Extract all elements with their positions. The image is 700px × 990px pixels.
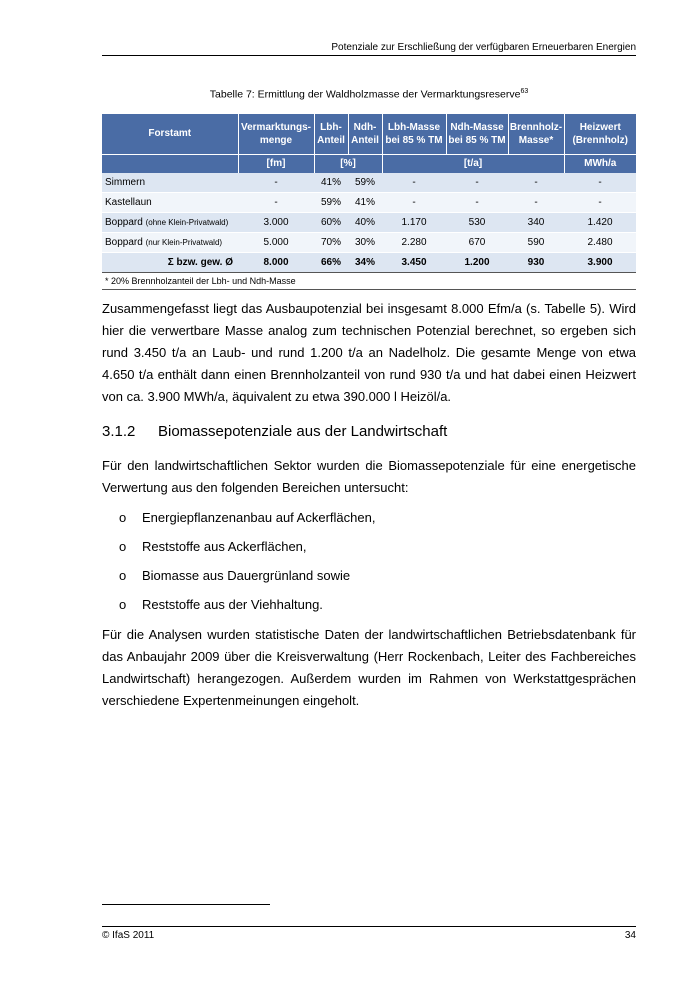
- text-line: rund 3.450 t/a an Laub- und rund 1.200 t/a an Nadelholz. Die gesamte Menge von etwa: [102, 345, 636, 360]
- text-line: Für den landwirtschaftlichen Sektor wurden die Biomassepotenziale für eine energetische: [102, 458, 636, 473]
- text-line: verschiedene Expertenmeinungen eingeholt.: [102, 693, 360, 708]
- cell-brennholz: -: [508, 192, 564, 212]
- cell-lbh-masse: 1.170: [382, 212, 446, 232]
- text-line: von ca. 3.900 MWh/a, äquivalent zu etwa 390.000 l Heizöl/a.: [102, 389, 452, 404]
- cell-menge: 3.000: [238, 212, 314, 232]
- table-row: [102, 192, 636, 212]
- total-ndh-masse: 1.200: [446, 252, 508, 272]
- text-line: hier die verwertbare Masse analog zum technischen Potenzial berechnet, so ergeben sich: [102, 323, 636, 338]
- header-lbh-anteil: Lbh- Anteil: [314, 114, 348, 154]
- row-name: Simmern: [102, 173, 238, 193]
- cell-brennholz: 340: [508, 212, 564, 232]
- bullet-marker: o: [119, 568, 127, 583]
- paragraph-summary: [102, 298, 636, 408]
- list-item: o Reststoffe aus Ackerflächen,: [102, 536, 636, 565]
- footer-copyright: © IfaS 2011: [102, 930, 155, 941]
- total-brennholz: 930: [508, 252, 564, 272]
- text-line: Zusammengefasst liegt das Ausbaupotenzial bei insgesamt 8.000 Efm/a (s. Tabelle 5). Wird: [102, 301, 636, 316]
- text-line: Landwirtschaft) herangezogen. Außerdem wurden im Rahmen von Werkstattgesprächen: [102, 671, 636, 686]
- table-row: [102, 212, 636, 232]
- text-line: das Anbaujahr 2009 über die Kreisverwaltung (Herr Rockenbach, Leiter des Fachbereiches: [102, 649, 636, 664]
- bullet-marker: o: [119, 597, 127, 612]
- paragraph-intro: [102, 455, 636, 499]
- footnote-rule: [102, 904, 270, 905]
- cell-lbh-masse: -: [382, 173, 446, 193]
- text-line: Verwertung aus den folgenden Bereichen untersucht:: [102, 480, 409, 495]
- paragraph-analysis: [102, 624, 636, 712]
- cell-menge: 5.000: [238, 232, 314, 252]
- table-footnote: * 20% Brennholzanteil der Lbh- und Ndh-Masse: [102, 272, 636, 289]
- total-lbh: 66%: [314, 252, 348, 272]
- bullet-marker: o: [119, 539, 127, 554]
- page-number: 34: [624, 930, 636, 941]
- text-line: 4.650 t/a enthält dann einen Brennholzanteil von rund 930 t/a und hat dabei einen Heizwert: [102, 367, 636, 382]
- cell-brennholz: 590: [508, 232, 564, 252]
- header-ndh-anteil: Ndh- Anteil: [348, 114, 382, 154]
- list-item: o Biomasse aus Dauergrünland sowie: [102, 565, 636, 594]
- header-brennholz: Brennholz- Masse*: [508, 114, 564, 154]
- cell-lbh-masse: 2.280: [382, 232, 446, 252]
- waldholz-table: [102, 114, 636, 290]
- caption-footnote-ref: 63: [520, 88, 529, 95]
- unit-masse: [t/a]: [382, 154, 564, 173]
- total-ndh: 34%: [348, 252, 382, 272]
- total-label: Σ bzw. gew. Ø: [102, 252, 238, 272]
- header-rule: [102, 55, 636, 56]
- header-heizwert: Heizwert (Brennholz): [564, 114, 636, 154]
- header-lbh-masse: Lbh-Masse bei 85 % TM: [382, 114, 446, 154]
- running-header: Potenziale zur Erschließung der verfügbaren Erneuerbaren Energien: [331, 42, 636, 53]
- bullet-marker: o: [119, 510, 127, 525]
- total-row: [102, 252, 636, 272]
- section-heading: [102, 423, 447, 440]
- header-forstamt: Forstamt: [102, 114, 238, 154]
- cell-lbh: 70%: [314, 232, 348, 252]
- cell-ndh-masse: 530: [446, 212, 508, 232]
- cell-lbh: 41%: [314, 173, 348, 193]
- text-line: Für die Analysen wurden statistische Daten der landwirtschaftlichen Betriebsdatenbank für: [102, 627, 636, 642]
- table-row: [102, 173, 636, 193]
- cell-ndh-masse: -: [446, 173, 508, 193]
- cell-ndh: 41%: [348, 192, 382, 212]
- header-menge: Vermarktungs- menge: [238, 114, 314, 154]
- cell-ndh-masse: 670: [446, 232, 508, 252]
- header-ndh-masse: Ndh-Masse bei 85 % TM: [446, 114, 508, 154]
- row-name: Boppard (ohne Klein-Privatwald): [102, 212, 238, 232]
- cell-ndh-masse: -: [446, 192, 508, 212]
- cell-lbh-masse: -: [382, 192, 446, 212]
- unit-heizwert: MWh/a: [564, 154, 636, 173]
- total-lbh-masse: 3.450: [382, 252, 446, 272]
- caption-text: Tabelle 7: Ermittlung der Waldholzmasse der Vermarktungsreserve: [209, 88, 521, 101]
- cell-heizwert: -: [564, 173, 636, 193]
- table-row: [102, 232, 636, 252]
- cell-ndh: 30%: [348, 232, 382, 252]
- cell-heizwert: 1.420: [564, 212, 636, 232]
- cell-brennholz: -: [508, 173, 564, 193]
- cell-heizwert: 2.480: [564, 232, 636, 252]
- row-name: Boppard (nur Klein-Privatwald): [102, 232, 238, 252]
- table-caption: [102, 88, 636, 101]
- list-item: o Reststoffe aus der Viehhaltung.: [102, 594, 636, 623]
- cell-lbh: 59%: [314, 192, 348, 212]
- cell-heizwert: -: [564, 192, 636, 212]
- total-menge: 8.000: [238, 252, 314, 272]
- unit-anteil: [%]: [314, 154, 382, 173]
- cell-menge: -: [238, 173, 314, 193]
- list-item: o Energiepflanzenanbau auf Ackerflächen,: [102, 507, 636, 536]
- bullet-list: [102, 507, 636, 623]
- row-name: Kastellaun: [102, 192, 238, 212]
- total-heizwert: 3.900: [564, 252, 636, 272]
- cell-ndh: 40%: [348, 212, 382, 232]
- footer-rule: [102, 926, 636, 927]
- section-title: Biomassepotenziale aus der Landwirtschaft: [158, 423, 448, 440]
- unit-empty: [102, 154, 238, 173]
- cell-menge: -: [238, 192, 314, 212]
- unit-menge: [fm]: [238, 154, 314, 173]
- cell-ndh: 59%: [348, 173, 382, 193]
- cell-lbh: 60%: [314, 212, 348, 232]
- section-number: 3.1.2: [102, 423, 136, 440]
